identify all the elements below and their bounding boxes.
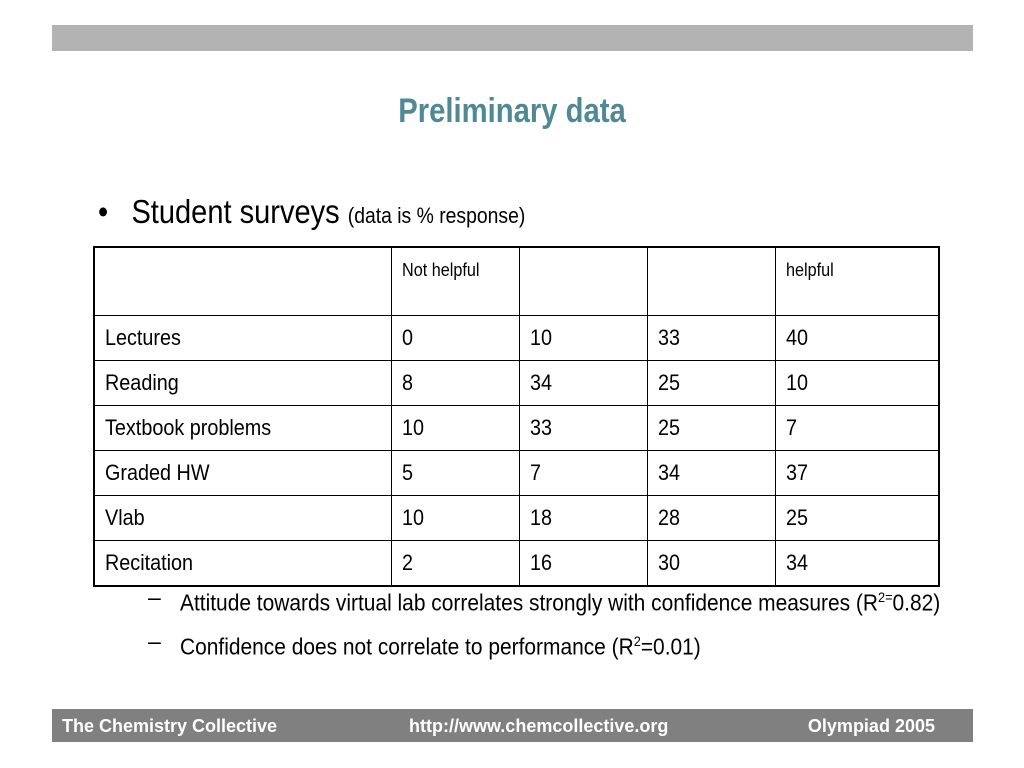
table-cell: Graded HW — [94, 451, 392, 496]
table-cell: 18 — [520, 496, 648, 541]
table-cell: 30 — [648, 541, 776, 587]
sub-bullet-text: Attitude towards virtual lab correlates strongly with confidence measures $(R^{2=}0.82)$ — [180, 589, 941, 616]
table-cell: 10 — [392, 406, 520, 451]
table-cell: 0 — [392, 316, 520, 361]
table-cell: 40 — [776, 316, 940, 361]
table-cell: Recitation — [94, 541, 392, 587]
table-cell: Lectures — [94, 316, 392, 361]
table-cell: 7 — [520, 451, 648, 496]
table-cell: 2 — [392, 541, 520, 587]
sub-bullet-list — [148, 582, 948, 669]
table-cell: 25 — [648, 361, 776, 406]
main-bullet — [98, 193, 525, 231]
footer-bar — [52, 709, 973, 742]
table-cell: Reading — [94, 361, 392, 406]
table-cell: 5 — [392, 451, 520, 496]
header-cell — [94, 247, 392, 316]
survey-table — [93, 246, 940, 587]
header-cell: Not helpful — [392, 247, 520, 316]
dash-symbol: – — [148, 584, 161, 610]
table-row — [94, 406, 939, 451]
sub-bullet — [148, 626, 948, 662]
table-row — [94, 316, 939, 361]
footer-right-text: Olympiad 2005 — [807, 716, 935, 736]
table-cell: 10 — [392, 496, 520, 541]
table-cell: 34 — [520, 361, 648, 406]
table-header-row — [94, 247, 939, 316]
table-cell: 16 — [520, 541, 648, 587]
table-row — [94, 361, 939, 406]
sub-bullet-text: Confidence does not correlate to performance $(R^2=0.01)$ — [180, 632, 701, 660]
table-cell: 33 — [520, 406, 648, 451]
table-cell: 10 — [520, 316, 648, 361]
bullet-text: Student surveys — [131, 193, 340, 230]
sub-bullet — [148, 582, 948, 618]
dash-symbol: – — [148, 627, 161, 654]
table-cell: Vlab — [94, 496, 392, 541]
table-cell: 25 — [776, 496, 940, 541]
table-row — [94, 541, 939, 587]
table-cell: 34 — [648, 451, 776, 496]
table-cell: Textbook problems — [94, 406, 392, 451]
table-cell: 33 — [648, 316, 776, 361]
table-cell: 37 — [776, 451, 940, 496]
table-row — [94, 496, 939, 541]
footer-left-text: The Chemistry Collective — [62, 716, 278, 736]
table-cell: 34 — [776, 541, 940, 587]
top-decorative-bar — [52, 25, 973, 51]
slide-title: Preliminary data — [398, 92, 626, 130]
table-row — [94, 451, 939, 496]
bullet-note: (data is % response) — [347, 203, 526, 228]
table-cell: 8 — [392, 361, 520, 406]
header-cell — [520, 247, 648, 316]
table-cell: 7 — [776, 406, 940, 451]
bullet-symbol: • — [98, 193, 109, 230]
header-cell — [648, 247, 776, 316]
footer-url-link[interactable]: http://www.chemcollective.org — [409, 716, 669, 736]
header-cell: helpful — [776, 247, 940, 316]
table-cell: 25 — [648, 406, 776, 451]
table-cell: 10 — [776, 361, 940, 406]
table-cell: 28 — [648, 496, 776, 541]
